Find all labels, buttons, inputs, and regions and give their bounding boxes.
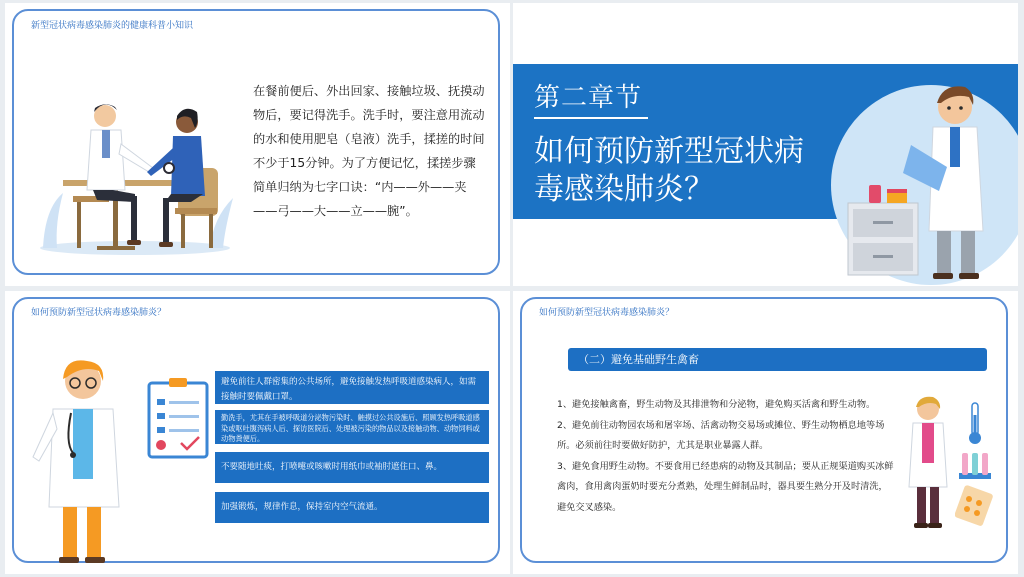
thermometer-icon	[967, 401, 983, 445]
pills-pack-icon	[955, 485, 995, 527]
slide-header: 新型冠状病毒感染肺炎的健康科普小知识	[31, 21, 194, 31]
slide-header: 如何预防新型冠状病毒感染肺炎？	[31, 308, 167, 318]
chapter-title: 第二章节	[534, 83, 643, 113]
prevention-tip-crowds: 避免前往人群密集的公共场所，避免接触发热呼吸道感染病人，如需接触时要佩戴口罩。	[215, 371, 489, 404]
test-tubes-icon	[959, 451, 991, 481]
slide-2[interactable]	[513, 3, 1018, 286]
slide-3[interactable]	[5, 291, 510, 574]
prevention-tip-exercise: 加强锻炼，规律作息，保持室内空气流通。	[215, 492, 489, 523]
doctor-patient-illustration	[35, 98, 245, 258]
clipboard-icon	[147, 377, 209, 459]
doctor-cabinet-illustration	[843, 81, 1013, 286]
doctor-illustration	[903, 395, 953, 535]
hand-washing-text: 在餐前便后、外出回家、接触垃圾、抚摸动物后，要记得洗手。洗手时，要注意用流动的水和使用肥皂（皂液）洗手，揉搓的时间不少于15分钟。为了方便记忆，揉搓步骤简单归纳为七字口诀：“内——外——夹——弓——大——立——腕”。	[253, 84, 485, 218]
prevention-tip-spitting: 不要随地吐痰，打喷嚏或咳嗽时用纸巾或袖肘遮住口、鼻。	[215, 452, 489, 483]
doctor-illustration	[25, 357, 135, 567]
section-title: 如何预防新型冠状病毒感染肺炎？	[534, 134, 804, 207]
slide-4[interactable]	[513, 291, 1018, 574]
wildlife-avoidance-text: 1、避免接触禽畜，野生动物及其排泄物和分泌物，避免购买活禽和野生动物。 2、避免前往动物园农场和屠宰场、活禽动物交易场或摊位、野生动物栖息地等场所。必须前往时要做好防护，尤其是职业暴露人群。 3、避免食用野生动物。不要食用已经患病的动物及其制品；要从正规渠道购买冰鲜禽肉，食用禽肉蛋奶时要充分煮熟，处理生鲜制品时，器具要生熟分开及时清洗，避免交叉感染。	[557, 399, 894, 513]
prevention-tip-handwashing: 勤洗手，尤其在手被呼吸道分泌物污染时、触摸过公共设施后、照顾发热呼吸道感染或呕吐腹泻病人后、探访医院后、处理被污染的物品以及接触动物、动物饲料或动物粪便后。	[215, 410, 489, 444]
slide-header: 如何预防新型冠状病毒感染肺炎？	[539, 308, 675, 318]
section-badge: （二）避免基础野生禽畜	[568, 348, 987, 371]
slide-1[interactable]	[5, 3, 510, 286]
chapter-underline	[534, 117, 648, 119]
